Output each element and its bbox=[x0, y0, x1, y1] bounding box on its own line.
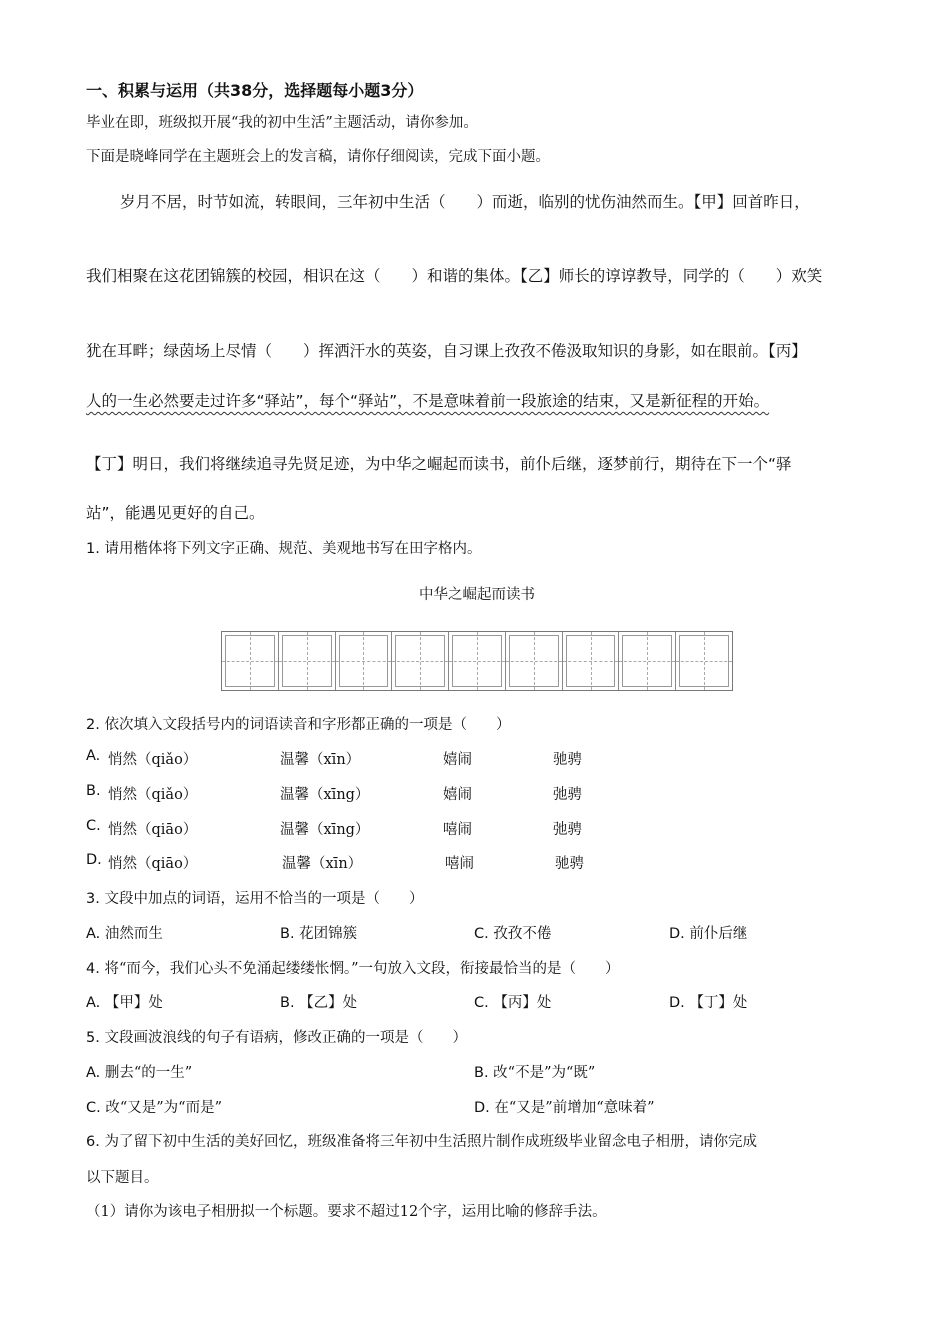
option-word: 悄然（qiǎo） bbox=[108, 787, 198, 803]
option-text: 【甲】处 bbox=[104, 995, 163, 1011]
q5-option-a[interactable] bbox=[86, 1061, 192, 1082]
option-text: 改“不是”为“既” bbox=[493, 1065, 596, 1081]
option-letter: B. bbox=[280, 995, 295, 1011]
q3-number: 3. bbox=[86, 891, 100, 907]
grid-cell[interactable] bbox=[676, 632, 732, 690]
option-word: 嘻闹 bbox=[445, 856, 474, 872]
option-letter: A. bbox=[86, 1065, 101, 1081]
q4-option-c[interactable] bbox=[474, 991, 551, 1012]
q5-number: 5. bbox=[86, 1030, 100, 1046]
q3-option-d[interactable] bbox=[669, 922, 747, 943]
q1-phrase: 中华之崛起而读书 bbox=[419, 587, 535, 603]
grid-cell[interactable] bbox=[563, 632, 620, 690]
q5-option-c[interactable] bbox=[86, 1096, 222, 1117]
q6-number: 6. bbox=[86, 1134, 100, 1150]
option-word: 悄然（qiāo） bbox=[108, 822, 198, 838]
q3-option-c[interactable] bbox=[474, 922, 551, 943]
option-letter: B. bbox=[280, 926, 295, 942]
option-text: 花团锦簇 bbox=[299, 926, 358, 942]
grid-cell[interactable] bbox=[222, 632, 279, 690]
passage-line-5: 【丁】明日，我们将继续追寻先贤足迹，为中华之崛起而读书，前仆后继，逐梦前行，期待在下一个“驿 bbox=[86, 455, 792, 473]
option-word: 温馨（xīng） bbox=[280, 787, 370, 803]
intro-line-1: 毕业在即，班级拟开展“我的初中生活”主题活动，请你参加。 bbox=[86, 115, 478, 131]
q6-text-cont: 以下题目。 bbox=[86, 1170, 159, 1186]
option-word: 驰骋 bbox=[553, 752, 582, 768]
grid-cell[interactable] bbox=[619, 632, 676, 690]
option-word: 温馨（xīn） bbox=[282, 856, 363, 872]
option-letter: C. bbox=[474, 995, 489, 1011]
q1-number: 1. bbox=[86, 541, 100, 557]
q4-number: 4. bbox=[86, 961, 100, 977]
q4-option-d[interactable] bbox=[669, 991, 747, 1012]
passage-line-1: 岁月不居，时节如流，转眼间，三年初中生活（ ）而逝，临别的忧伤油然而生。【甲】回首昨日， bbox=[120, 193, 810, 211]
option-letter: D. bbox=[669, 995, 685, 1011]
option-word: 温馨（xīng） bbox=[280, 822, 370, 838]
q3-text: 文段中加点的词语，运用不恰当的一项是（ ） bbox=[104, 891, 424, 907]
option-letter: B. bbox=[474, 1065, 489, 1081]
q5-option-d[interactable] bbox=[474, 1096, 655, 1117]
option-letter: A. bbox=[86, 748, 101, 764]
option-text: 在“又是”前增加“意味着” bbox=[494, 1100, 655, 1116]
intro-line-2: 下面是晓峰同学在主题班会上的发言稿，请你仔细阅读，完成下面小题。 bbox=[86, 149, 550, 165]
option-text: 油然而生 bbox=[104, 926, 163, 942]
option-letter: D. bbox=[86, 852, 102, 868]
grid-cell[interactable] bbox=[506, 632, 563, 690]
option-text: 孜孜不倦 bbox=[493, 926, 552, 942]
grid-cell[interactable] bbox=[449, 632, 506, 690]
option-text: 【乙】处 bbox=[299, 995, 358, 1011]
option-text: 删去“的一生” bbox=[104, 1065, 193, 1081]
option-word: 嬉闹 bbox=[443, 787, 472, 803]
option-letter: C. bbox=[86, 1100, 101, 1116]
q6-text: 为了留下初中生活的美好回忆，班级准备将三年初中生活照片制作成班级毕业留念电子相册，请你完成 bbox=[104, 1134, 757, 1150]
option-text: 改“又是”为“而是” bbox=[105, 1100, 222, 1116]
passage-line-4-wavy: 人的一生必然要走过许多“驿站”，每个“驿站”，不是意味着前一段旅途的结束，又是新征程的开始。 bbox=[86, 392, 770, 410]
option-word: 弛骋 bbox=[553, 822, 582, 838]
passage-line-3: 犹在耳畔；绿茵场上尽情（ ）挥洒汗水的英姿，自习课上孜孜不倦汲取知识的身影，如在眼前。【丙】 bbox=[86, 342, 807, 360]
option-word: 嘻闹 bbox=[443, 822, 472, 838]
option-word: 嬉闹 bbox=[443, 752, 472, 768]
q3-option-a[interactable] bbox=[86, 922, 163, 943]
tianzige-grid[interactable] bbox=[221, 631, 733, 691]
q4-option-b[interactable] bbox=[280, 991, 357, 1012]
q1-text: 请用楷体将下列文字正确、规范、美观地书写在田字格内。 bbox=[104, 541, 482, 557]
option-letter: C. bbox=[86, 818, 101, 834]
passage-line-2: 我们相聚在这花团锦簇的校园，相识在这（ ）和谐的集体。【乙】师长的谆谆教导，同学的（ ）欢笑 bbox=[86, 267, 823, 285]
option-word: 悄然（qiāo） bbox=[108, 856, 198, 872]
q3-option-b[interactable] bbox=[280, 922, 357, 943]
grid-cell[interactable] bbox=[392, 632, 449, 690]
q5-option-b[interactable] bbox=[474, 1061, 595, 1082]
option-text: 【丙】处 bbox=[493, 995, 552, 1011]
option-word: 温馨（xīn） bbox=[280, 752, 361, 768]
q2-number: 2. bbox=[86, 717, 100, 733]
option-word: 弛骋 bbox=[553, 787, 582, 803]
q6-sub-1: （1）请你为该电子相册拟一个标题。要求不超过12个字，运用比喻的修辞手法。 bbox=[86, 1204, 607, 1220]
option-word: 驰骋 bbox=[555, 856, 584, 872]
option-text: 【丁】处 bbox=[689, 995, 748, 1011]
option-letter: C. bbox=[474, 926, 489, 942]
q4-option-a[interactable] bbox=[86, 991, 163, 1012]
option-letter: A. bbox=[86, 926, 101, 942]
option-text: 前仆后继 bbox=[689, 926, 748, 942]
option-letter: D. bbox=[669, 926, 685, 942]
option-letter: D. bbox=[474, 1100, 490, 1116]
grid-cell[interactable] bbox=[336, 632, 393, 690]
q2-text: 依次填入文段括号内的词语读音和字形都正确的一项是（ ） bbox=[104, 717, 511, 733]
option-letter: A. bbox=[86, 995, 101, 1011]
option-word: 悄然（qiǎo） bbox=[108, 752, 198, 768]
section-title: 一、积累与运用（共38分，选择题每小题3分） bbox=[86, 81, 424, 100]
q4-text: 将“而今，我们心头不免涌起缕缕怅惘。”一句放入文段，衔接最恰当的是（ ） bbox=[104, 961, 620, 977]
grid-cell[interactable] bbox=[279, 632, 336, 690]
option-letter: B. bbox=[86, 783, 101, 799]
q5-text: 文段画波浪线的句子有语病，修改正确的一项是（ ） bbox=[104, 1030, 467, 1046]
passage-line-6: 站”，能遇见更好的自己。 bbox=[86, 504, 265, 522]
